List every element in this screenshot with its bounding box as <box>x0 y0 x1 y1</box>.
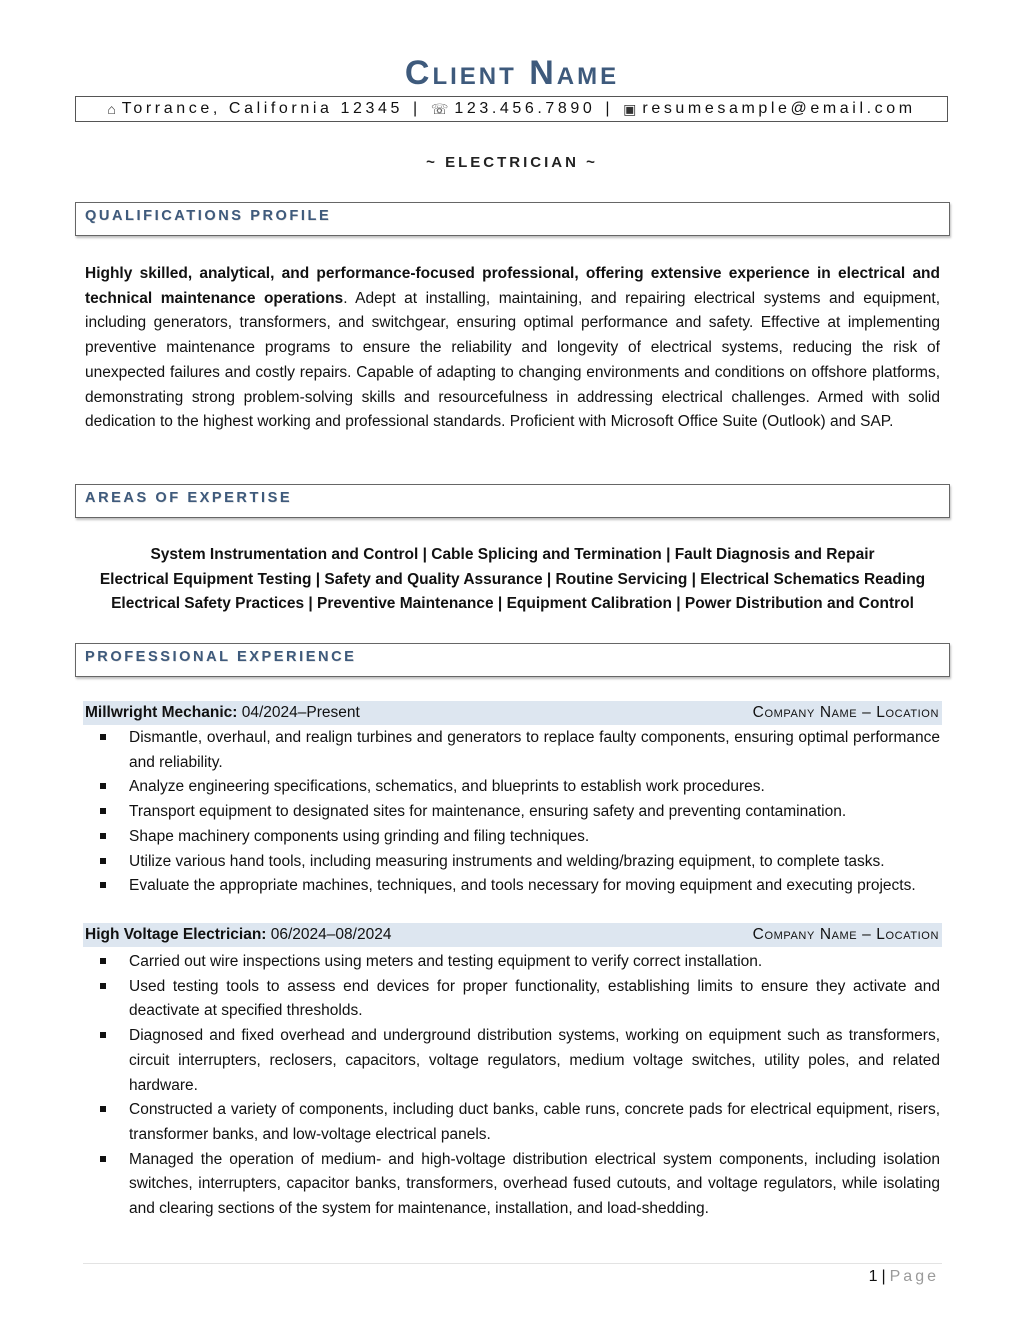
job-bullets <box>95 950 940 1222</box>
list-item: Transport equipment to designated sites for maintenance, ensuring safety and preventing contamination. <box>95 800 940 825</box>
computer-icon: ▣ <box>623 100 637 117</box>
list-item: Used testing tools to assess end devices for proper functionality, establishing limits to ensure they activate and deactivate at specified thresholds. <box>95 975 940 1024</box>
section-header-expertise: AREAS OF EXPERTISE <box>75 484 950 518</box>
phone: 123.456.7890 <box>454 100 596 117</box>
job-dates: 06/2024–08/2024 <box>266 926 392 943</box>
list-item: Constructed a variety of components, including duct banks, cable runs, concrete pads for electrical equipment, risers, transformer banks, and low-voltage electrical panels. <box>95 1098 940 1147</box>
job-header <box>83 923 942 947</box>
job-title: ~ ELECTRICIAN ~ <box>426 154 598 171</box>
job-company: Company Name – Location <box>752 704 939 721</box>
job-bullets <box>95 726 940 899</box>
list-item: Diagnosed and fixed overhead and underground distribution systems, working on equipment such as transformers, circuit interrupters, reclosers, capacitors, voltage regulators, medium voltage switches, utility poles, and related hardware. <box>95 1024 940 1098</box>
profile-body: . Adept at installing, maintaining, and repairing electrical systems and equipment, including generators, transformers, and switchgear, ensuring optimal performance and safety. Effective at implementing preventive maintenance programs to ensure the reliability and longevity of electrical systems, reducing the risk of unexpected failures and costly repairs. Capable of adapting to changing environments and conditions on offshore platforms, demonstrating strong problem-solving skills and resourcefulness in addressing electrical challenges. Armed with solid dedication to the highest working and professional standards. Proficient with Microsoft Office Suite (Outlook) and SAP. <box>85 289 940 431</box>
job-header <box>83 701 942 725</box>
job-role: Millwright Mechanic: <box>85 704 238 721</box>
expertise-line: Electrical Equipment Testing | Safety and Quality Assurance | Routine Servicing | Electrical Schematics Reading <box>99 570 926 588</box>
list-item: Analyze engineering specifications, schematics, and blueprints to establish work procedures. <box>95 775 940 800</box>
contact-separator: | <box>605 100 614 117</box>
footer-divider <box>83 1263 942 1264</box>
list-item: Utilize various hand tools, including measuring instruments and welding/brazing equipment, to complete tasks. <box>95 850 940 875</box>
list-item: Managed the operation of medium- and high-voltage distribution electrical system components, including isolation switches, interrupters, capacitor banks, transformers, overhead fused cutouts, and voltage regulators, while isolating and clearing sections of the system for maintenance, installation, and load-shedding. <box>95 1148 940 1222</box>
phone-icon: ☏ <box>430 100 449 117</box>
page-footer <box>869 1268 939 1286</box>
footer-separator: | <box>881 1268 886 1285</box>
page-label: Page <box>889 1268 939 1285</box>
job-role: High Voltage Electrician: <box>85 926 267 943</box>
profile-lead: Highly skilled, analytical, and performance-focused professional, offering extensive experience in electrical and technical maintenance operations <box>85 265 940 307</box>
qualifications-profile <box>85 262 940 435</box>
contact-separator: | <box>413 100 421 117</box>
address: Torrance, California 12345 <box>121 100 404 117</box>
list-item: Shape machinery components using grinding and filing techniques. <box>95 825 940 850</box>
house-icon: ⌂ <box>107 101 116 117</box>
expertise-line: System Instrumentation and Control | Cable Splicing and Termination | Fault Diagnosis and Repair <box>150 546 875 563</box>
expertise-list <box>75 543 950 617</box>
expertise-line: Electrical Safety Practices | Preventive Maintenance | Equipment Calibration | Power Distribution and Control <box>111 595 914 613</box>
section-header-experience: PROFESSIONAL EXPERIENCE <box>75 643 950 677</box>
job-company: Company Name – Location <box>752 926 939 943</box>
job-dates: 04/2024–Present <box>237 704 360 721</box>
email[interactable]: resumesample@email.com <box>642 100 916 117</box>
contact-bar <box>75 96 948 122</box>
list-item: Carried out wire inspections using meters and testing equipment to verify correct installation. <box>95 950 940 975</box>
client-name: Client Name <box>404 54 620 92</box>
section-header-qualifications: QUALIFICATIONS PROFILE <box>75 202 950 236</box>
list-item: Dismantle, overhaul, and realign turbines and generators to replace faulty components, ensuring optimal performance and reliability. <box>95 726 940 775</box>
page-number: 1 <box>868 1268 878 1285</box>
list-item: Evaluate the appropriate machines, techniques, and tools necessary for moving equipment and executing projects. <box>95 874 940 899</box>
